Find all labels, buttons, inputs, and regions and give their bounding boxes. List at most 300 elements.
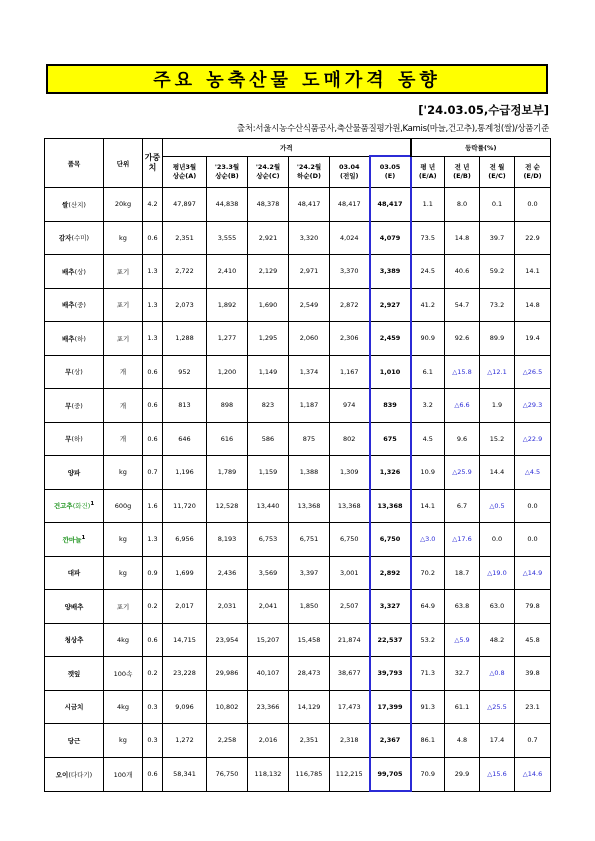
- footnote-mark: 1: [81, 534, 86, 541]
- header-weight: 가중치: [143, 139, 163, 188]
- price-today: 2,459: [370, 322, 411, 356]
- item-grade: (수미): [71, 234, 90, 243]
- item-weight: 1.3: [143, 523, 163, 557]
- rate-cell: 14.1: [411, 489, 445, 523]
- header-label-line1: '24.2월: [296, 162, 322, 171]
- item-unit: 4kg: [104, 690, 143, 724]
- item-label: 무: [65, 435, 72, 444]
- rate-cell: 89.9: [480, 322, 515, 356]
- page-title: 주요 농축산물 도매가격 동향: [46, 64, 548, 94]
- price-today: 13,368: [370, 489, 411, 523]
- item-weight: 0.3: [143, 724, 163, 758]
- price-cell: 1,388: [289, 456, 330, 490]
- price-cell: 898: [207, 389, 248, 423]
- rate-cell: 14.8: [515, 288, 551, 322]
- price-today: 2,367: [370, 724, 411, 758]
- item-weight: 1.3: [143, 322, 163, 356]
- item-unit: 개: [104, 355, 143, 389]
- item-label: 배추: [62, 301, 75, 310]
- price-cell: 1,295: [248, 322, 289, 356]
- price-cell: 1,374: [289, 355, 330, 389]
- item-unit: kg: [104, 523, 143, 557]
- price-cell: 2,041: [248, 590, 289, 624]
- rate-cell: 0.1: [480, 188, 515, 222]
- header-rate-group: 등락률(%): [411, 139, 551, 157]
- price-cell: 616: [207, 422, 248, 456]
- item-name: [45, 523, 104, 557]
- item-weight: 0.6: [143, 355, 163, 389]
- price-cell: 2,060: [289, 322, 330, 356]
- header-price-col: [330, 156, 370, 188]
- price-cell: 1,200: [207, 355, 248, 389]
- table-row: [45, 757, 551, 791]
- price-cell: 8,193: [207, 523, 248, 557]
- price-today: 48,417: [370, 188, 411, 222]
- header-item: 품목: [45, 139, 104, 188]
- item-weight: 0.6: [143, 422, 163, 456]
- item-name: [45, 556, 104, 590]
- header-price-col: [248, 156, 289, 188]
- table-row: [45, 422, 551, 456]
- rate-cell: 22.9: [515, 221, 551, 255]
- rate-cell: 0.0: [480, 523, 515, 557]
- item-name: [45, 188, 104, 222]
- price-cell: 2,073: [163, 288, 207, 322]
- item-unit: 600g: [104, 489, 143, 523]
- table-row: [45, 657, 551, 691]
- item-name: [45, 422, 104, 456]
- item-label: 배추: [62, 267, 75, 276]
- rate-cell: 71.3: [411, 657, 445, 691]
- price-cell: 23,366: [248, 690, 289, 724]
- rate-cell: △5.9: [445, 623, 480, 657]
- price-cell: 646: [163, 422, 207, 456]
- price-cell: 40,107: [248, 657, 289, 691]
- item-grade: (산지): [68, 200, 86, 209]
- price-cell: 15,458: [289, 623, 330, 657]
- price-cell: 2,016: [248, 724, 289, 758]
- price-today: 6,750: [370, 523, 411, 557]
- item-unit: 100개: [104, 757, 143, 791]
- table-row: [45, 355, 551, 389]
- table-row: [45, 623, 551, 657]
- rate-cell: △0.8: [480, 657, 515, 691]
- price-cell: 23,228: [163, 657, 207, 691]
- price-cell: 4,024: [330, 221, 370, 255]
- rate-cell: 14.4: [480, 456, 515, 490]
- item-name: [45, 690, 104, 724]
- header-price-group: 가격: [163, 139, 411, 157]
- price-cell: 2,129: [248, 255, 289, 289]
- price-cell: 6,753: [248, 523, 289, 557]
- rate-cell: 1.1: [411, 188, 445, 222]
- rate-cell: 48.2: [480, 623, 515, 657]
- price-today: 4,079: [370, 221, 411, 255]
- price-today: 22,537: [370, 623, 411, 657]
- price-cell: 116,785: [289, 757, 330, 791]
- price-cell: 23,954: [207, 623, 248, 657]
- header-label-line1: 평 년: [420, 162, 436, 171]
- rate-cell: △3.0: [411, 523, 445, 557]
- item-weight: 0.6: [143, 757, 163, 791]
- rate-cell: 6.1: [411, 355, 445, 389]
- price-cell: 2,258: [207, 724, 248, 758]
- price-today: 39,793: [370, 657, 411, 691]
- item-label: 청상추: [64, 636, 84, 645]
- header-unit: 단위: [104, 139, 143, 188]
- price-cell: 2,722: [163, 255, 207, 289]
- price-cell: 14,715: [163, 623, 207, 657]
- rate-cell: 23.1: [515, 690, 551, 724]
- price-cell: 6,750: [330, 523, 370, 557]
- price-cell: 952: [163, 355, 207, 389]
- item-name: [45, 724, 104, 758]
- price-cell: 1,288: [163, 322, 207, 356]
- item-name: [45, 355, 104, 389]
- footnote-mark: 1: [90, 501, 95, 508]
- item-label: 깐마늘: [62, 535, 82, 544]
- header-price-col: [207, 156, 248, 188]
- item-grade: (하): [74, 334, 86, 343]
- price-cell: 12,528: [207, 489, 248, 523]
- price-cell: 1,309: [330, 456, 370, 490]
- table-row: [45, 389, 551, 423]
- price-cell: 3,320: [289, 221, 330, 255]
- item-unit: kg: [104, 556, 143, 590]
- header-label-line2: (E/D): [523, 171, 542, 180]
- rate-cell: 63.8: [445, 590, 480, 624]
- price-cell: 3,555: [207, 221, 248, 255]
- rate-cell: 9.6: [445, 422, 480, 456]
- price-cell: 1,272: [163, 724, 207, 758]
- price-cell: 13,440: [248, 489, 289, 523]
- price-cell: 2,549: [289, 288, 330, 322]
- rate-cell: 92.6: [445, 322, 480, 356]
- item-weight: 0.7: [143, 456, 163, 490]
- table-row: [45, 221, 551, 255]
- rate-cell: 3.2: [411, 389, 445, 423]
- price-cell: 3,397: [289, 556, 330, 590]
- rate-cell: 59.2: [480, 255, 515, 289]
- rate-cell: △25.5: [480, 690, 515, 724]
- price-cell: 29,986: [207, 657, 248, 691]
- rate-cell: 73.5: [411, 221, 445, 255]
- price-cell: 1,159: [248, 456, 289, 490]
- table-row: [45, 690, 551, 724]
- item-label: 건고추: [53, 502, 73, 511]
- item-unit: kg: [104, 221, 143, 255]
- price-cell: 3,569: [248, 556, 289, 590]
- price-cell: 2,507: [330, 590, 370, 624]
- rate-cell: 41.2: [411, 288, 445, 322]
- rate-cell: 29.9: [445, 757, 480, 791]
- item-label: 대파: [67, 569, 81, 578]
- item-grade: (상): [71, 368, 83, 377]
- price-today: 675: [370, 422, 411, 456]
- price-cell: 1,149: [248, 355, 289, 389]
- rate-cell: 0.0: [515, 188, 551, 222]
- price-cell: 2,971: [289, 255, 330, 289]
- rate-cell: 15.2: [480, 422, 515, 456]
- item-label: 시금치: [64, 703, 84, 712]
- price-cell: 2,306: [330, 322, 370, 356]
- price-cell: 802: [330, 422, 370, 456]
- header-label-line1: 전 월: [489, 162, 505, 171]
- header-label-line1: '23.3월: [214, 162, 240, 171]
- header-rate-col: [445, 156, 480, 188]
- item-unit: 개: [104, 389, 143, 423]
- item-label: 감자: [58, 234, 72, 243]
- item-grade: (하): [71, 435, 83, 444]
- price-today: 3,327: [370, 590, 411, 624]
- item-name: [45, 590, 104, 624]
- rate-cell: 19.4: [515, 322, 551, 356]
- rate-cell: 63.0: [480, 590, 515, 624]
- price-cell: 823: [248, 389, 289, 423]
- price-cell: 1,699: [163, 556, 207, 590]
- item-grade: (화건): [72, 502, 91, 511]
- item-label: 깻잎: [67, 669, 81, 678]
- header-label-line1: 03.05: [379, 163, 401, 171]
- rate-cell: 45.8: [515, 623, 551, 657]
- item-unit: 포기: [104, 288, 143, 322]
- table-row: [45, 489, 551, 523]
- header-rate-col: [515, 156, 551, 188]
- rate-cell: 64.9: [411, 590, 445, 624]
- price-cell: 2,351: [163, 221, 207, 255]
- rate-cell: △12.1: [480, 355, 515, 389]
- item-weight: 0.3: [143, 690, 163, 724]
- price-cell: 586: [248, 422, 289, 456]
- item-label: 오이: [55, 770, 69, 779]
- header-label-line2: (E/C): [488, 171, 506, 180]
- rate-cell: 53.2: [411, 623, 445, 657]
- price-cell: 14,129: [289, 690, 330, 724]
- price-cell: 21,874: [330, 623, 370, 657]
- rate-cell: 10.9: [411, 456, 445, 490]
- header-label-line2: 상순(C): [256, 171, 280, 180]
- item-name: [45, 489, 104, 523]
- price-table: [44, 138, 551, 792]
- table-row: [45, 188, 551, 222]
- item-label: 배추: [62, 334, 75, 343]
- rate-cell: 1.9: [480, 389, 515, 423]
- header-label-line2: 하순(D): [297, 171, 321, 180]
- price-cell: 13,368: [289, 489, 330, 523]
- header-label-line1: 전 순: [525, 162, 540, 171]
- header-rate-col: [411, 156, 445, 188]
- price-cell: 58,341: [163, 757, 207, 791]
- price-cell: 3,001: [330, 556, 370, 590]
- table-row: [45, 456, 551, 490]
- item-unit: 20kg: [104, 188, 143, 222]
- price-today: 839: [370, 389, 411, 423]
- header-label-line1: '24.2월: [255, 162, 281, 171]
- item-grade: (다다기): [68, 770, 93, 779]
- price-cell: 2,351: [289, 724, 330, 758]
- table-row: [45, 288, 551, 322]
- price-cell: 10,802: [207, 690, 248, 724]
- item-name: [45, 255, 104, 289]
- price-today: 99,705: [370, 757, 411, 791]
- price-cell: 875: [289, 422, 330, 456]
- item-unit: 4kg: [104, 623, 143, 657]
- item-label: 당근: [67, 736, 81, 745]
- table-row: [45, 523, 551, 557]
- item-name: [45, 221, 104, 255]
- price-cell: 2,921: [248, 221, 289, 255]
- rate-cell: △22.9: [515, 422, 551, 456]
- rate-cell: 18.7: [445, 556, 480, 590]
- price-cell: 2,318: [330, 724, 370, 758]
- header-price-col: [370, 156, 411, 188]
- price-cell: 76,750: [207, 757, 248, 791]
- price-cell: 1,690: [248, 288, 289, 322]
- rate-cell: 79.8: [515, 590, 551, 624]
- price-today: 2,892: [370, 556, 411, 590]
- rate-cell: 4.5: [411, 422, 445, 456]
- item-weight: 1.3: [143, 255, 163, 289]
- price-cell: 6,956: [163, 523, 207, 557]
- rate-cell: △0.5: [480, 489, 515, 523]
- rate-cell: 70.2: [411, 556, 445, 590]
- header-price-col: [163, 156, 207, 188]
- price-cell: 2,410: [207, 255, 248, 289]
- price-cell: 118,132: [248, 757, 289, 791]
- rate-cell: 14.8: [445, 221, 480, 255]
- price-cell: 15,207: [248, 623, 289, 657]
- price-cell: 2,436: [207, 556, 248, 590]
- rate-cell: △6.6: [445, 389, 480, 423]
- table-row: [45, 556, 551, 590]
- price-today: 17,399: [370, 690, 411, 724]
- item-unit: kg: [104, 724, 143, 758]
- header-label-line1: 03.04: [338, 162, 360, 171]
- report-date: ['24.03.05,수급정보부]: [418, 103, 549, 117]
- rate-cell: △17.6: [445, 523, 480, 557]
- header-price-col: [289, 156, 330, 188]
- price-cell: 9,096: [163, 690, 207, 724]
- rate-cell: △26.5: [515, 355, 551, 389]
- rate-cell: △25.9: [445, 456, 480, 490]
- item-unit: 포기: [104, 322, 143, 356]
- header-label-line1: 평년3월: [172, 162, 197, 171]
- rate-cell: 8.0: [445, 188, 480, 222]
- item-grade: (중): [71, 401, 83, 410]
- item-weight: 0.6: [143, 221, 163, 255]
- price-cell: 38,677: [330, 657, 370, 691]
- rate-cell: 86.1: [411, 724, 445, 758]
- rate-cell: 14.1: [515, 255, 551, 289]
- rate-cell: △4.5: [515, 456, 551, 490]
- price-cell: 2,872: [330, 288, 370, 322]
- item-name: [45, 322, 104, 356]
- price-cell: 6,751: [289, 523, 330, 557]
- rate-cell: △15.8: [445, 355, 480, 389]
- table-row: [45, 590, 551, 624]
- price-cell: 47,897: [163, 188, 207, 222]
- rate-cell: 61.1: [445, 690, 480, 724]
- rate-cell: 4.8: [445, 724, 480, 758]
- price-cell: 44,838: [207, 188, 248, 222]
- rate-cell: △14.6: [515, 757, 551, 791]
- header-label-line2: 상순(A): [172, 171, 197, 180]
- price-today: 1,010: [370, 355, 411, 389]
- rate-cell: 6.7: [445, 489, 480, 523]
- rate-cell: 0.0: [515, 489, 551, 523]
- price-cell: 1,277: [207, 322, 248, 356]
- rate-cell: 32.7: [445, 657, 480, 691]
- rate-cell: △29.3: [515, 389, 551, 423]
- item-name: [45, 389, 104, 423]
- rate-cell: △19.0: [480, 556, 515, 590]
- price-cell: 1,789: [207, 456, 248, 490]
- item-weight: 1.6: [143, 489, 163, 523]
- item-label: 쌀: [62, 200, 69, 209]
- table-row: [45, 724, 551, 758]
- price-cell: 974: [330, 389, 370, 423]
- item-weight: 0.2: [143, 657, 163, 691]
- item-weight: 0.6: [143, 389, 163, 423]
- item-unit: kg: [104, 456, 143, 490]
- item-weight: 0.2: [143, 590, 163, 624]
- item-weight: 4.2: [143, 188, 163, 222]
- item-unit: 포기: [104, 255, 143, 289]
- rate-cell: 17.4: [480, 724, 515, 758]
- item-name: [45, 288, 104, 322]
- price-cell: 48,378: [248, 188, 289, 222]
- item-unit: 개: [104, 422, 143, 456]
- rate-cell: 24.5: [411, 255, 445, 289]
- price-cell: 17,473: [330, 690, 370, 724]
- rate-cell: 0.7: [515, 724, 551, 758]
- rate-cell: 0.0: [515, 523, 551, 557]
- item-name: [45, 456, 104, 490]
- price-cell: 2,017: [163, 590, 207, 624]
- item-grade: (상): [74, 267, 86, 276]
- header-label-line2: 상순(B): [215, 171, 239, 180]
- rate-cell: 54.7: [445, 288, 480, 322]
- item-label: 양배추: [64, 602, 84, 611]
- rate-cell: 90.9: [411, 322, 445, 356]
- price-cell: 11,720: [163, 489, 207, 523]
- item-grade: (중): [74, 301, 86, 310]
- rate-cell: 70.9: [411, 757, 445, 791]
- item-name: [45, 757, 104, 791]
- item-weight: 0.9: [143, 556, 163, 590]
- item-name: [45, 623, 104, 657]
- price-cell: 2,031: [207, 590, 248, 624]
- price-cell: 28,473: [289, 657, 330, 691]
- rate-cell: △15.6: [480, 757, 515, 791]
- table-row: [45, 255, 551, 289]
- price-cell: 48,417: [289, 188, 330, 222]
- price-cell: 3,370: [330, 255, 370, 289]
- header-label-line2: (E/A): [418, 171, 437, 180]
- item-label: 무: [65, 401, 72, 410]
- price-today: 3,389: [370, 255, 411, 289]
- rate-cell: 91.3: [411, 690, 445, 724]
- item-unit: 100속: [104, 657, 143, 691]
- header-label-line2: (전일): [340, 171, 359, 180]
- price-cell: 112,215: [330, 757, 370, 791]
- item-weight: 0.6: [143, 623, 163, 657]
- price-cell: 813: [163, 389, 207, 423]
- price-cell: 48,417: [330, 188, 370, 222]
- price-cell: 1,196: [163, 456, 207, 490]
- price-cell: 1,167: [330, 355, 370, 389]
- header-label-line2: (E): [384, 172, 396, 180]
